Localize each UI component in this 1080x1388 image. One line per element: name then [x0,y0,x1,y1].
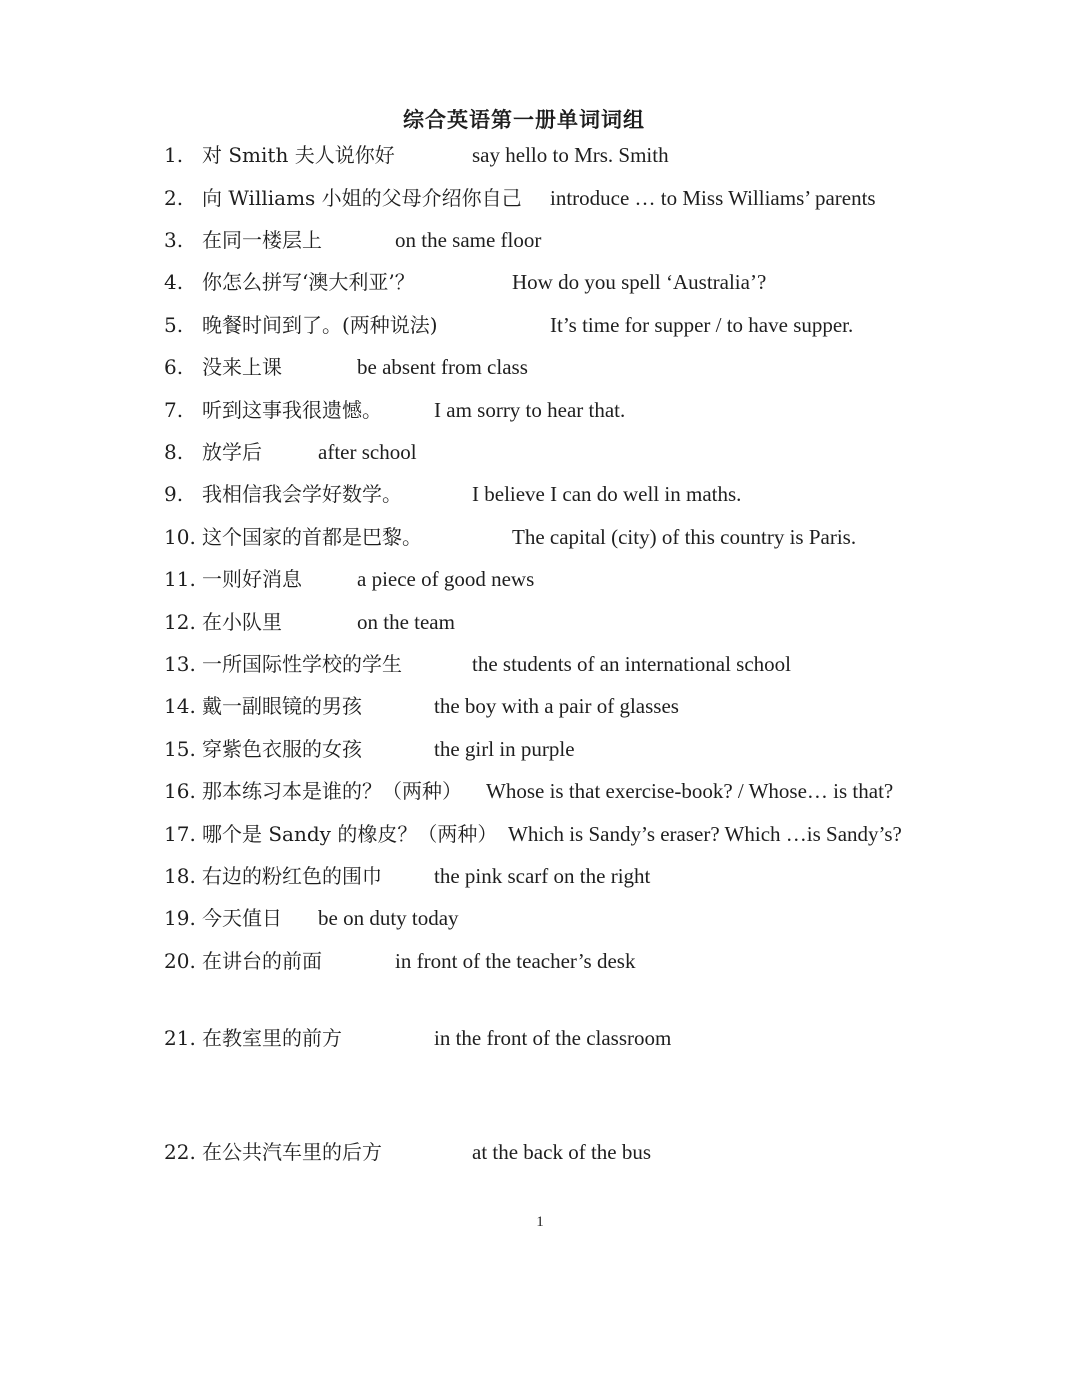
chinese-phrase: 放学后 [202,440,262,464]
item-number: 13. [164,652,196,676]
item-number: 1. [164,143,184,167]
english-phrase: introduce … to Miss Williams’ parents [550,186,876,210]
item-number: 7. [164,398,184,422]
item-number: 3. [164,228,184,252]
english-phrase: the boy with a pair of glasses [434,694,679,718]
chinese-phrase: 穿紫色衣服的女孩 [202,737,362,761]
chinese-phrase: 在教室里的前方 [202,1026,342,1050]
english-phrase: in front of the teacher’s desk [395,949,636,973]
english-phrase: Whose is that exercise-book? / Whose… is that? [486,779,894,803]
english-phrase: How do you spell ‘Australia’? [512,270,767,294]
item-number: 22. [164,1140,196,1164]
chinese-phrase: 对 Smith 夫人说你好 [202,143,395,167]
english-phrase: It’s time for supper / to have supper. [550,313,854,337]
english-phrase: the students of an international school [472,652,792,676]
chinese-phrase: 在讲台的前面 [202,949,322,973]
item-number: 17. [164,822,196,846]
english-phrase: Which is Sandy’s eraser? Which …is Sandy’s? [508,822,902,846]
chinese-phrase: 一所国际性学校的学生 [202,652,402,676]
item-number: 19. [164,906,196,930]
item-number: 5. [164,313,184,337]
chinese-phrase: 哪个是 Sandy 的橡皮？（两种） [202,822,498,846]
chinese-phrase: 向 Williams 小姐的父母介绍你自己 [202,186,522,210]
chinese-phrase: 你怎么拼写‘澳大利亚’？ [202,270,415,294]
item-number: 9. [164,482,184,506]
document-title: 综合英语第一册单词词组 [403,107,645,132]
english-phrase: at the back of the bus [472,1140,652,1164]
english-phrase: a piece of good news [357,567,535,591]
english-phrase: on the team [357,610,455,634]
chinese-phrase: 听到这事我很遗憾。 [202,398,382,422]
chinese-phrase: 我相信我会学好数学。 [202,482,402,506]
item-number: 20. [164,949,196,973]
chinese-phrase: 没来上课 [202,355,282,379]
chinese-phrase: 戴一副眼镜的男孩 [202,694,362,718]
english-phrase: be on duty today [318,906,459,930]
english-phrase: say hello to Mrs. Smith [472,143,669,167]
english-phrase: I believe I can do well in maths. [472,482,742,506]
chinese-phrase: 右边的粉红色的围巾 [202,864,382,888]
chinese-phrase: 那本练习本是谁的？（两种） [202,779,462,803]
english-phrase: I am sorry to hear that. [434,398,626,422]
english-phrase: after school [318,440,417,464]
item-number: 6. [164,355,184,379]
item-number: 11. [164,567,196,591]
chinese-phrase: 在小队里 [202,610,282,634]
page-number: 1 [536,1214,544,1230]
english-phrase: the girl in purple [434,737,575,761]
item-number: 15. [164,737,196,761]
item-number: 18. [164,864,196,888]
chinese-phrase: 在公共汽车里的后方 [202,1140,382,1164]
english-phrase: on the same floor [395,228,542,252]
chinese-phrase: 今天值日 [202,906,282,930]
item-number: 21. [164,1026,196,1050]
english-phrase: in the front of the classroom [434,1026,672,1050]
chinese-phrase: 在同一楼层上 [202,228,322,252]
item-number: 10. [164,525,196,549]
english-phrase: the pink scarf on the right [434,864,651,888]
english-phrase: The capital (city) of this country is Paris. [512,525,857,549]
item-number: 4. [164,270,184,294]
item-number: 12. [164,610,196,634]
chinese-phrase: 一则好消息 [202,567,302,591]
item-number: 2. [164,186,184,210]
item-number: 14. [164,694,196,718]
chinese-phrase: 晚餐时间到了。(两种说法) [202,313,438,337]
item-number: 16. [164,779,196,803]
english-phrase: be absent from class [357,355,528,379]
chinese-phrase: 这个国家的首都是巴黎。 [202,525,422,549]
item-number: 8. [164,440,184,464]
